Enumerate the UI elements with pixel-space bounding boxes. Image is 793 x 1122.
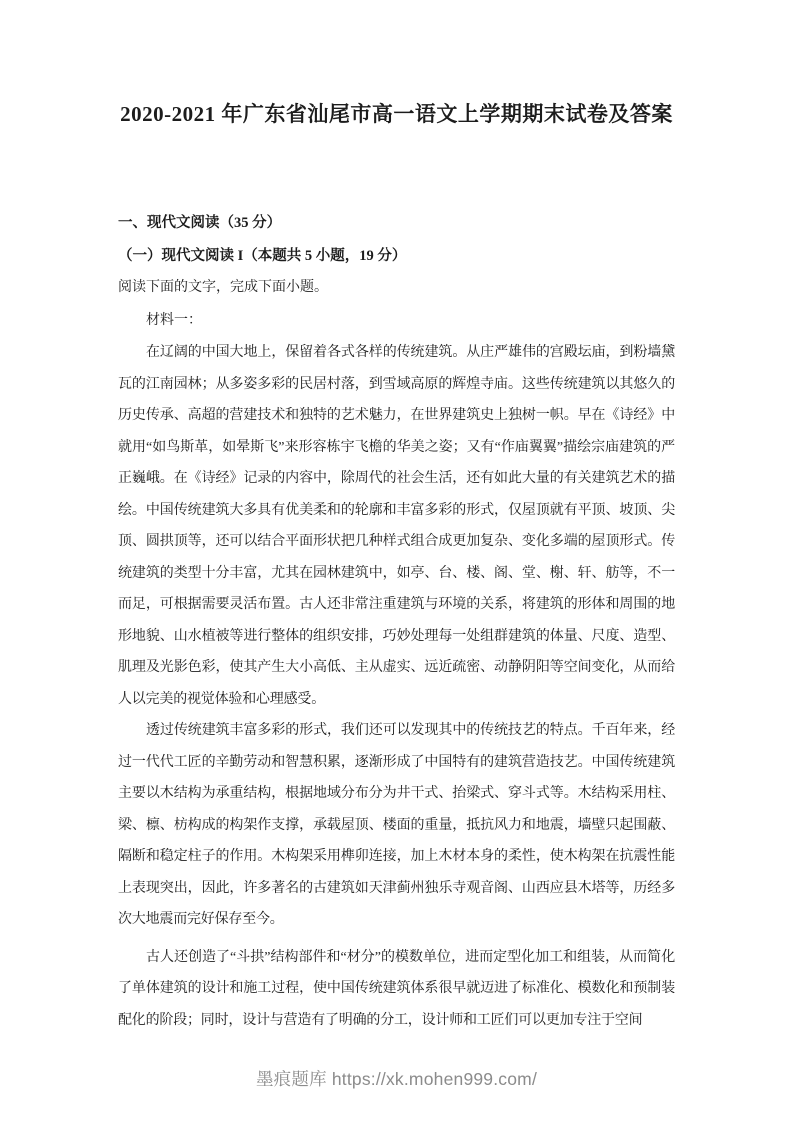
section-heading-modern-reading: 一、现代文阅读（35 分） (118, 215, 282, 231)
body-paragraph-3: 古人还创造了“斗拱”结构部件和“材分”的模数单位，进而定型化加工和组装，从而简化了单体建筑的设计和施工过程，使中国传统建筑体系很早就迈进了标准化、模数化和预制装配化的阶段；同时，设计与营造有了明确的分工，设计师和工匠们可以更加专注于空间 (118, 949, 675, 1028)
footer (0, 1066, 793, 1092)
subsection-heading-reading-one: （一）现代文阅读 I（本题共 5 小题，19 分） (118, 247, 407, 264)
page-title: 2020-2021 年广东省汕尾市高一语文上学期期末试卷及答案 (120, 102, 673, 126)
footer-site-url-link[interactable]: https://xk.mohen999.com/ (331, 1069, 538, 1089)
instruction-text: 阅读下面的文字，完成下面小题。 (118, 280, 328, 295)
footer-site-name: 墨痕题库 (255, 1069, 327, 1089)
document-content (118, 99, 675, 1036)
material-one-label: 材料一： (146, 312, 202, 328)
body-paragraph-1: 在辽阔的中国大地上，保留着各式各样的传统建筑。从庄严雄伟的宫殿坛庙，到粉墙黛瓦的江南园林；从多姿多彩的民居村落，到雪域高原的辉煌寺庙。这些传统建筑以其悠久的历史传承、高超的营建技术和独特的艺术魅力，在世界建筑史上独树一帜。早在《诗经》中就用“如鸟斯革，如晕斯飞”来形容栋宇飞檐的华美之姿；又有“作庙翼翼”描绘宗庙建筑的严正巍峨。在《诗经》记录的内容中，除周代的社会生活，还有如此大量的有关建筑艺术的描绘。中国传统建筑大多具有优美柔和的轮廓和丰富多彩的形式，仅屋顶就有平顶、坡顶、尖顶、圆拱顶等，还可以结合平面形状把几种样式组合成更加复杂、变化多端的屋顶形式。传统建筑的类型十分丰富，尤其在园林建筑中，如亭、台、楼、阁、堂、榭、轩、舫等，不一而足，可根据需要灵活布置。古人还非常注重建筑与环境的关系，将建筑的形体和周围的地形地貌、山水植被等进行整体的组织安排，巧妙处理每一处组群建筑的体量、尺度、造型、肌理及光影色彩，使其产生大小高低、主从虚实、远近疏密、动静阴阳等空间变化，从而给人以完美的视觉体验和心理感受。 (118, 345, 675, 707)
body-paragraph-2: 透过传统建筑丰富多彩的形式，我们还可以发现其中的传统技艺的特点。千百年来，经过一代代工匠的辛勤劳动和智慧积累，逐渐形成了中国特有的建筑营造技艺。中国传统建筑主要以木结构为承重结构，根据地域分布分为井干式、抬梁式、穿斗式等。木结构采用柱、梁、檩、枋构成的构架作支撑，承载屋顶、楼面的重量，抵抗风力和地震，墙壁只起围蔽、隔断和稳定柱子的作用。木构架采用榫卯连接，加上木材本身的柔性，使木构架在抗震性能上表现突出，因此，许多著名的古建筑如天津蓟州独乐寺观音阁、山西应县木塔等，历经多次大地震而完好保存至今。 (118, 723, 675, 927)
